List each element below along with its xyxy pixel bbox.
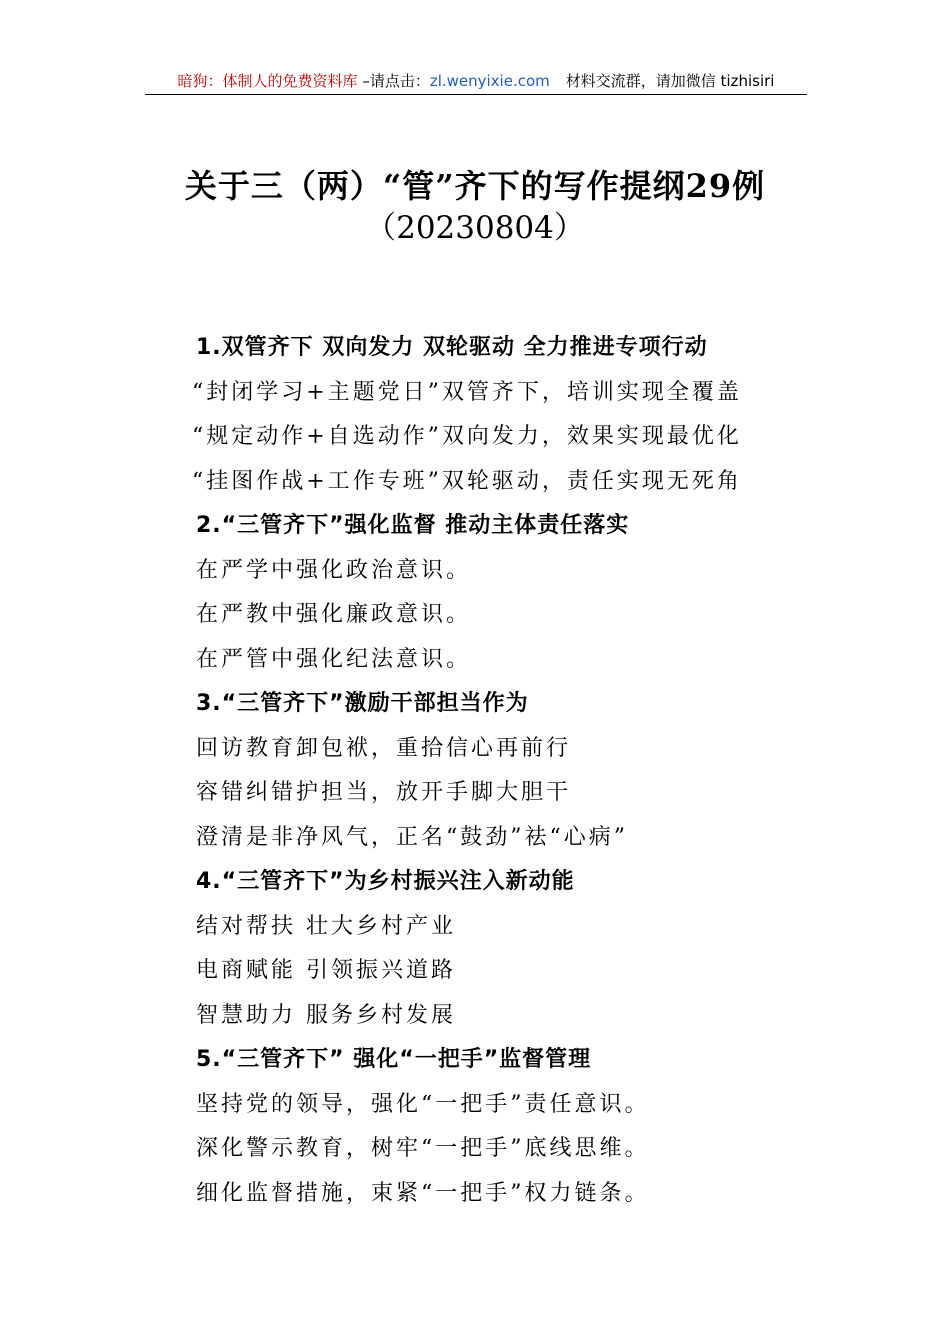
section-line: 在严管中强化纪法意识。 [196, 646, 472, 672]
header-brand: 暗狗：体制人的免费资料库 [177, 72, 358, 90]
section-2 [196, 504, 816, 682]
section-line: 澄清是非净风气，正名“鼓劲”祛“心病” [196, 824, 628, 850]
section-line: 回访教育卸包袱，重拾信心再前行 [196, 735, 572, 761]
section-line: “挂图作战+工作专班”双轮驱动，责任实现无死角 [192, 468, 742, 494]
section-heading: 3.“三管齐下”激励干部担当作为 [196, 691, 529, 716]
section-line: 结对帮扶 壮大乡村产业 [196, 913, 456, 939]
document-body [192, 326, 816, 1216]
section-line: 在严学中强化政治意识。 [196, 557, 472, 583]
document-date: （20230804） [365, 210, 585, 246]
section-line: 智慧助力 服务乡村发展 [196, 1002, 456, 1028]
section-line: 容错纠错护担当，放开手脚大胆干 [196, 780, 572, 805]
section-3 [196, 682, 816, 860]
header-group-note: 材料交流群，请加微信 tizhisiri [565, 72, 775, 90]
document-title: 关于三（两）“管”齐下的写作提纲29例 [184, 167, 766, 205]
section-line: 电商赋能 引领振兴道路 [196, 958, 456, 983]
header-separator: –请点击： [357, 72, 430, 90]
section-line: “封闭学习+主题党日”双管齐下，培训实现全覆盖 [192, 379, 742, 405]
section-line: 深化警示教育，树牢“一把手”底线思维。 [196, 1136, 650, 1161]
section-heading: 1.双管齐下 双向发力 双轮驱动 全力推进专项行动 [196, 335, 708, 360]
page-header [145, 68, 807, 95]
section-heading: 4.“三管齐下”为乡村振兴注入新动能 [196, 869, 575, 894]
section-line: 细化监督措施，束紧“一把手”权力链条。 [196, 1180, 650, 1206]
section-heading: 2.“三管齐下”强化监督 推动主体责任落实 [196, 513, 630, 538]
section-heading: 5.“三管齐下” 强化“一把手”监督管理 [196, 1047, 592, 1072]
header-url-link[interactable]: zl.wenyixie.com [429, 72, 550, 90]
section-line: “规定动作+自选动作”双向发力，效果实现最优化 [192, 424, 742, 449]
section-line: 坚持党的领导，强化“一把手”责任意识。 [196, 1091, 650, 1117]
section-1 [192, 326, 816, 504]
section-5 [196, 1038, 816, 1216]
section-4 [196, 860, 816, 1038]
section-line: 在严教中强化廉政意识。 [196, 602, 472, 627]
